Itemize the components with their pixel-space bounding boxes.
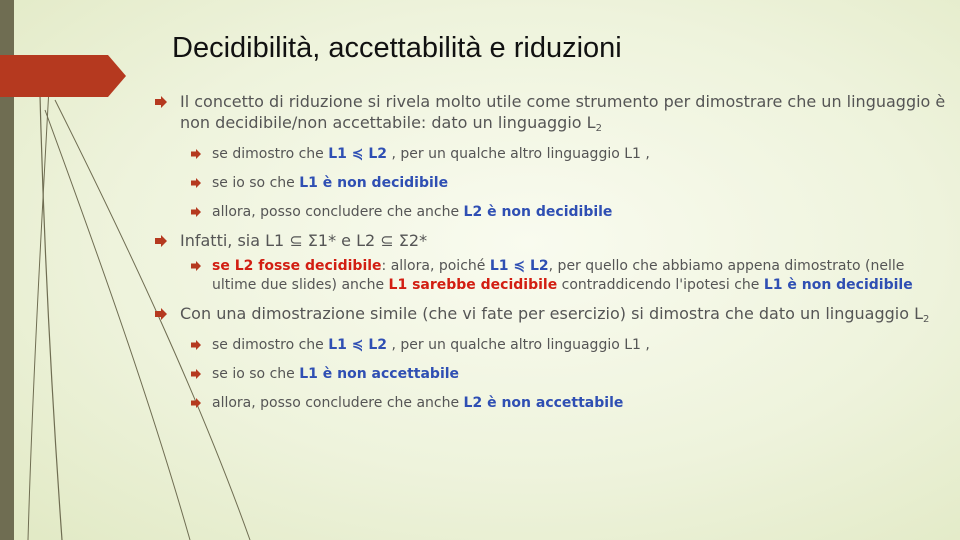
bullet-text: se dimostro che bbox=[212, 146, 329, 162]
bullet-1-1 bbox=[150, 145, 950, 164]
bullet-text: , per un qualche altro linguaggio L1 , bbox=[387, 337, 650, 353]
bullet-text: se io so che bbox=[212, 175, 300, 191]
bullet-1-3 bbox=[150, 203, 950, 222]
slide-content bbox=[150, 91, 950, 413]
bullet-text: contraddicendo l'ipotesi che bbox=[557, 277, 764, 293]
blue-emphasis: L2 è non accettabile bbox=[463, 395, 624, 411]
blue-emphasis: L1 è non decidibile bbox=[299, 175, 449, 191]
bullet-1 bbox=[150, 91, 950, 139]
bullet-3-2 bbox=[150, 365, 950, 384]
arrow-bullet-icon bbox=[154, 308, 168, 320]
arrow-bullet-icon bbox=[190, 261, 202, 271]
bullet-text: , per un qualche altro linguaggio L1 , bbox=[387, 146, 650, 162]
reduction-expression: L1 ≼ L2 bbox=[328, 337, 388, 353]
bullet-2-1 bbox=[150, 257, 950, 295]
arrow-bullet-icon bbox=[190, 340, 202, 350]
arrow-bullet-icon bbox=[154, 235, 168, 247]
arrow-bullet-icon bbox=[190, 149, 202, 159]
bullet-text: allora, posso concludere che anche bbox=[212, 204, 464, 220]
bullet-2 bbox=[150, 230, 950, 251]
arrow-bullet-icon bbox=[190, 178, 202, 188]
bullet-3-subscript: 2 bbox=[923, 314, 930, 325]
reduction-expression: L1 ≼ L2 bbox=[489, 258, 549, 274]
bullet-3-3 bbox=[150, 394, 950, 413]
bullet-text: se io so che bbox=[212, 366, 300, 382]
reduction-expression: L1 ≼ L2 bbox=[328, 146, 388, 162]
bullet-text: : allora, poiché bbox=[381, 258, 490, 274]
arrow-bullet-icon bbox=[190, 369, 202, 379]
blue-emphasis: L2 è non decidibile bbox=[463, 204, 613, 220]
bullet-3 bbox=[150, 303, 950, 330]
blue-emphasis: L1 è non decidibile bbox=[763, 277, 913, 293]
bullet-3-text: Con una dimostrazione simile (che vi fate per esercizio) si dimostra che dato un linguaggio L bbox=[180, 304, 924, 323]
title-arrow-shape bbox=[0, 55, 130, 99]
bullet-text: allora, posso concludere che anche bbox=[212, 395, 464, 411]
red-emphasis: se L2 fosse decidibile bbox=[212, 258, 382, 274]
bullet-2-text: Infatti, sia L1 ⊆ Σ1* e L2 ⊆ Σ2* bbox=[180, 231, 428, 250]
arrow-bullet-icon bbox=[190, 398, 202, 408]
slide-title: Decidibilità, accettabilità e riduzioni bbox=[172, 32, 622, 64]
red-emphasis: L1 sarebbe decidibile bbox=[388, 277, 558, 293]
bullet-text: , per quello che abbiamo appena dimostrato (nelle ultime due slides) anche bbox=[212, 258, 905, 293]
bullet-1-text: Il concetto di riduzione si rivela molto utile come strumento per dimostrare che un linguaggio è non decidibile/non accettabile: dato un linguaggio L bbox=[180, 92, 946, 132]
arrow-bullet-icon bbox=[190, 207, 202, 217]
bullet-1-2 bbox=[150, 174, 950, 193]
bullet-3-1 bbox=[150, 336, 950, 355]
bullet-text: se dimostro che bbox=[212, 337, 329, 353]
blue-emphasis: L1 è non accettabile bbox=[299, 366, 460, 382]
bullet-1-subscript: 2 bbox=[595, 123, 602, 134]
arrow-bullet-icon bbox=[154, 96, 168, 108]
